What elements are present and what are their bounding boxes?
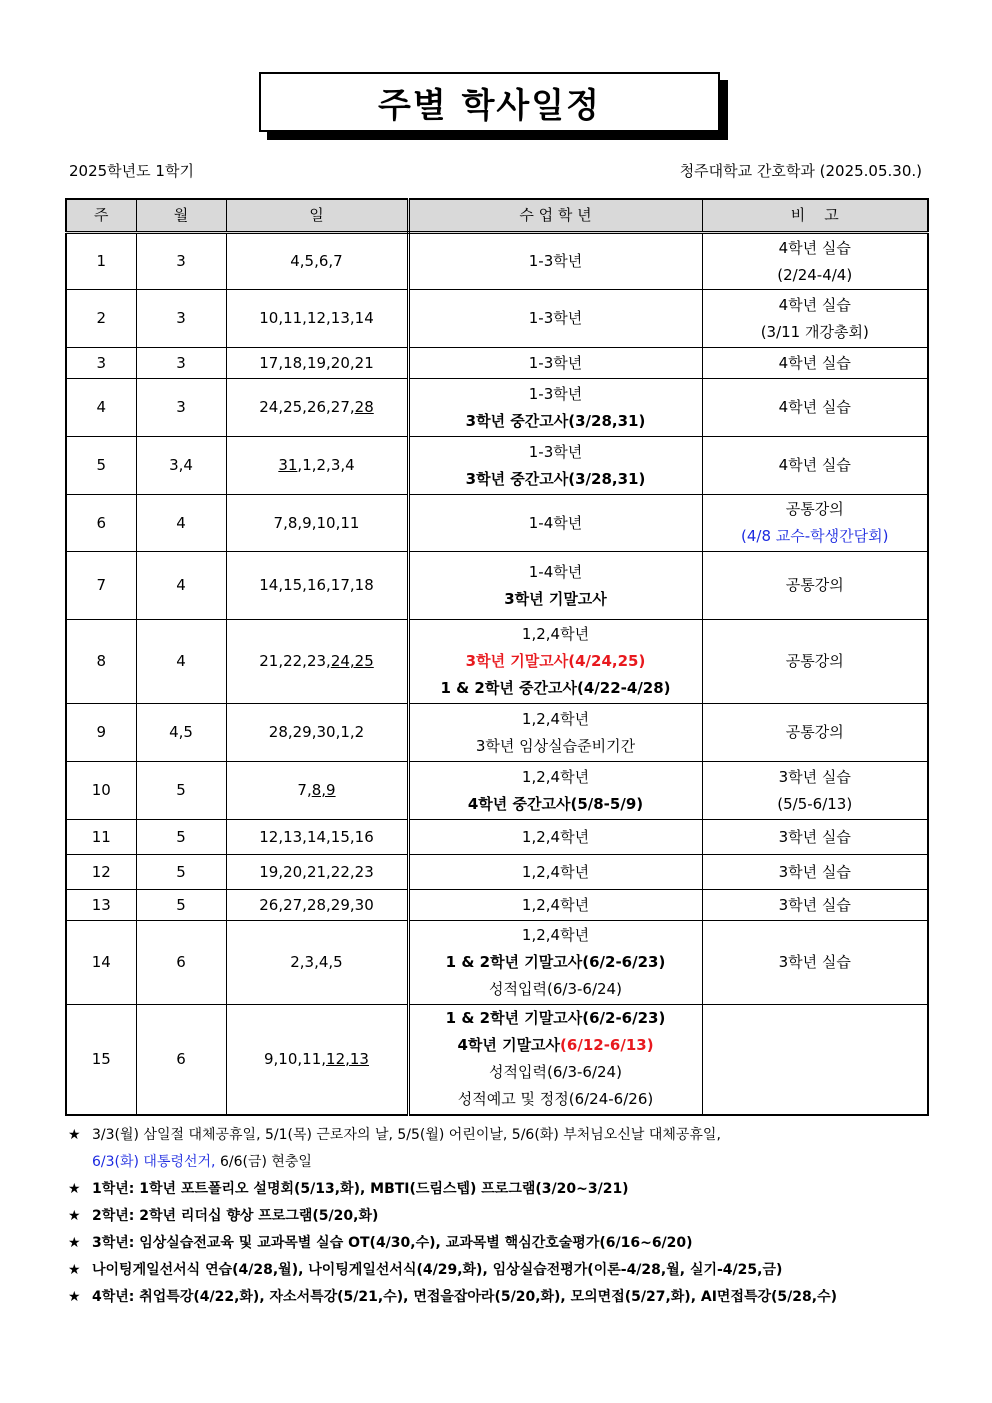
table-row	[66, 233, 928, 290]
days-cell	[226, 820, 408, 855]
classes-cell	[408, 437, 702, 495]
days-cell	[226, 855, 408, 890]
star-icon: ★	[68, 1208, 81, 1224]
note-line: 4학년 실습	[778, 353, 851, 372]
class-line: 1,2,4학년	[521, 709, 590, 728]
days-cell	[226, 233, 408, 290]
days-cell	[226, 290, 408, 348]
class-line: 1,2,4학년	[521, 767, 590, 786]
classes-cell	[408, 233, 702, 290]
week-cell: 7	[66, 552, 136, 620]
table-row	[66, 1005, 928, 1115]
table-row	[66, 820, 928, 855]
day-text: 24,25,26,27,	[259, 398, 355, 416]
note-line: 4학년 실습	[778, 398, 851, 416]
table-row	[66, 348, 928, 379]
class-line: 성적입력(6/3-6/24)	[489, 1063, 622, 1082]
month-cell: 4	[136, 620, 226, 704]
class-line: 1 & 2학년 중간고사(4/22-4/28)	[440, 679, 671, 697]
week-cell: 1	[66, 233, 136, 290]
class-line-tail: (6/12-6/13)	[560, 1036, 654, 1055]
day-text: 10,11,12,13,14	[259, 309, 374, 327]
class-line: 1-3학년	[528, 353, 583, 372]
class-line: 1,2,4학년	[521, 625, 590, 643]
star-icon: ★	[68, 1235, 81, 1251]
notes-cell	[702, 820, 928, 855]
department-label: 청주대학교 간호학과 (2025.05.30.)	[679, 162, 922, 180]
week-cell: 9	[66, 704, 136, 762]
semester-label: 2025학년도 1학기	[69, 162, 194, 180]
day-text: 26,27,28,29,30	[259, 895, 374, 914]
week-cell: 6	[66, 495, 136, 552]
notes-cell	[702, 290, 928, 348]
days-cell	[226, 348, 408, 379]
grade4-text: 4학년: 취업특강(4/22,화), 자소서특강(5/21,수), 면접을잡아라(5/20,화), 모의면접(5/27,화), AI면접특강(5/28,수)	[92, 1289, 838, 1305]
notes-cell	[702, 762, 928, 820]
days-cell	[226, 890, 408, 921]
days-cell	[226, 762, 408, 820]
header-notes: 비 고	[702, 199, 928, 233]
days-cell	[226, 921, 408, 1005]
holidays-line-1: 3/3(월) 삼일절 대체공휴일, 5/1(목) 근로자의 날, 5/5(월) 어린이날, 5/6(화) 부처님오신날 대체공휴일,	[92, 1127, 721, 1143]
classes-cell	[408, 921, 702, 1005]
day-text: 28	[354, 398, 374, 416]
class-line: 3학년 기말고사(4/24,25)	[465, 652, 646, 670]
week-cell: 4	[66, 379, 136, 437]
class-line: 3학년 중간고사(3/28,31)	[465, 411, 646, 430]
class-line: 4학년 기말고사(6/12-6/13)	[457, 1036, 654, 1055]
notes-cell	[702, 704, 928, 762]
election-day: 6/3(화) 대통령선거,	[92, 1154, 216, 1170]
week-cell: 14	[66, 921, 136, 1005]
month-cell: 3	[136, 290, 226, 348]
star-icon: ★	[68, 1181, 81, 1197]
day-text: 2,3,4,5	[290, 953, 343, 971]
month-cell: 3	[136, 233, 226, 290]
notes-cell	[702, 855, 928, 890]
notes-cell	[702, 379, 928, 437]
class-line: 1-3학년	[528, 252, 583, 270]
week-cell: 15	[66, 1005, 136, 1115]
note-line: 3학년 실습	[778, 862, 851, 881]
class-line: 3학년 중간고사(3/28,31)	[465, 469, 646, 488]
class-line: 1,2,4학년	[521, 827, 590, 846]
month-cell: 3	[136, 348, 226, 379]
classes-cell	[408, 820, 702, 855]
footnotes	[68, 1122, 938, 1311]
schedule-table	[65, 198, 929, 1116]
month-cell: 6	[136, 921, 226, 1005]
week-cell: 12	[66, 855, 136, 890]
classes-cell	[408, 552, 702, 620]
note-line: 공통강의	[785, 576, 844, 594]
days-cell	[226, 704, 408, 762]
classes-cell	[408, 1005, 702, 1115]
grade1-text: 1학년: 1학년 포트폴리오 설명회(5/13,화), MBTI(드림스텝) 프로그램(3/20~3/21)	[92, 1181, 629, 1197]
classes-cell	[408, 620, 702, 704]
week-cell: 8	[66, 620, 136, 704]
class-line: 3학년 임상실습준비기간	[475, 736, 636, 755]
week-cell: 10	[66, 762, 136, 820]
day-text: 24,25	[330, 652, 374, 670]
class-line: 1,2,4학년	[521, 926, 590, 944]
classes-cell	[408, 379, 702, 437]
day-text: 7,8,9,10,11	[273, 513, 360, 532]
star-icon: ★	[68, 1289, 81, 1305]
star-icon: ★	[68, 1127, 81, 1143]
note-line: (3/11 개강총회)	[760, 322, 869, 341]
table-row	[66, 620, 928, 704]
note-line: 공통강의	[785, 723, 844, 741]
days-cell	[226, 620, 408, 704]
class-line: 1-3학년	[528, 442, 583, 461]
table-row	[66, 379, 928, 437]
notes-cell	[702, 348, 928, 379]
table-row	[66, 552, 928, 620]
footnote-holidays	[68, 1122, 938, 1176]
classes-cell	[408, 890, 702, 921]
title-box	[259, 72, 720, 132]
month-cell: 4	[136, 552, 226, 620]
classes-cell	[408, 855, 702, 890]
header-row	[66, 199, 928, 233]
day-text: 9,10,11,	[264, 1049, 327, 1068]
table-row	[66, 855, 928, 890]
table-row	[66, 437, 928, 495]
notes-cell	[702, 890, 928, 921]
classes-cell	[408, 495, 702, 552]
month-cell: 3,4	[136, 437, 226, 495]
table-row	[66, 290, 928, 348]
note-line: 3학년 실습	[778, 767, 851, 786]
notes-cell	[702, 437, 928, 495]
days-cell	[226, 437, 408, 495]
notes-cell	[702, 921, 928, 1005]
days-cell	[226, 552, 408, 620]
star-icon: ★	[68, 1262, 81, 1278]
note-line: (2/24-4/4)	[777, 265, 853, 284]
day-text: 31	[278, 456, 298, 474]
table-row	[66, 762, 928, 820]
footnote-grade3b	[68, 1257, 938, 1284]
page-title: 주별 학사일정	[378, 85, 601, 126]
note-line: 3학년 실습	[778, 953, 851, 971]
class-line: 1 & 2학년 기말고사(6/2-6/23)	[445, 953, 666, 971]
week-cell: 5	[66, 437, 136, 495]
notes-cell	[702, 1005, 928, 1115]
day-text: 19,20,21,22,23	[259, 862, 374, 881]
note-line: 3학년 실습	[778, 895, 851, 914]
table-row	[66, 704, 928, 762]
memorial-day: 6/6(금) 현충일	[215, 1154, 312, 1170]
table-row	[66, 921, 928, 1005]
days-cell	[226, 1005, 408, 1115]
day-text: 17,18,19,20,21	[259, 353, 374, 372]
day-text: 28,29,30,1,2	[268, 723, 365, 741]
notes-cell	[702, 552, 928, 620]
week-cell: 2	[66, 290, 136, 348]
month-cell: 5	[136, 890, 226, 921]
footnote-grade1	[68, 1176, 938, 1203]
class-line: 성적예고 및 정정(6/24-6/26)	[457, 1090, 654, 1109]
table-row	[66, 495, 928, 552]
class-line: 1,2,4학년	[521, 895, 590, 914]
table-row	[66, 890, 928, 921]
grade2-text: 2학년: 2학년 리더십 향상 프로그램(5/20,화)	[92, 1208, 379, 1224]
day-text: 12,13,14,15,16	[259, 827, 374, 846]
note-line: (4/8 교수-학생간담회)	[741, 527, 889, 545]
day-text: ,1,2,3,4	[297, 456, 355, 474]
day-text: 4,5,6,7	[290, 252, 343, 270]
classes-cell	[408, 348, 702, 379]
class-line: 1,2,4학년	[521, 862, 590, 881]
footnote-grade4	[68, 1284, 938, 1311]
month-cell: 5	[136, 820, 226, 855]
month-cell: 5	[136, 762, 226, 820]
month-cell: 4,5	[136, 704, 226, 762]
note-line: 공통강의	[785, 500, 844, 518]
classes-cell	[408, 704, 702, 762]
note-line: 4학년 실습	[778, 456, 851, 474]
header-month: 월	[136, 199, 226, 233]
note-line: 4학년 실습	[778, 238, 851, 257]
note-line: 4학년 실습	[778, 295, 851, 314]
class-line: 성적입력(6/3-6/24)	[489, 980, 622, 998]
footnote-grade3	[68, 1230, 938, 1257]
class-line: 1-4학년	[528, 513, 583, 532]
day-text: 21,22,23,	[259, 652, 331, 670]
notes-cell	[702, 495, 928, 552]
day-text: 8,9	[311, 781, 336, 799]
header-classes: 수 업 학 년	[408, 199, 702, 233]
week-cell: 3	[66, 348, 136, 379]
class-line: 1 & 2학년 기말고사(6/2-6/23)	[445, 1009, 666, 1028]
note-line: (5/5-6/13)	[777, 794, 853, 813]
header-week: 주	[66, 199, 136, 233]
day-text: 7,	[297, 781, 312, 799]
month-cell: 5	[136, 855, 226, 890]
notes-cell	[702, 620, 928, 704]
class-line: 1-4학년	[528, 562, 583, 581]
week-cell: 11	[66, 820, 136, 855]
classes-cell	[408, 290, 702, 348]
note-line: 3학년 실습	[778, 827, 851, 846]
days-cell	[226, 495, 408, 552]
month-cell: 3	[136, 379, 226, 437]
grade3-text: 3학년: 임상실습전교육 및 교과목별 실습 OT(4/30,수), 교과목별 핵심간호술평가(6/16~6/20)	[92, 1235, 693, 1251]
month-cell: 4	[136, 495, 226, 552]
class-line: 3학년 기말고사	[504, 589, 607, 608]
days-cell	[226, 379, 408, 437]
header-day: 일	[226, 199, 408, 233]
title-frame	[259, 72, 720, 132]
class-line: 4학년 중간고사(5/8-5/9)	[467, 794, 644, 813]
note-line: 공통강의	[785, 652, 844, 670]
week-cell: 13	[66, 890, 136, 921]
class-line: 1-3학년	[528, 309, 583, 327]
class-line: 1-3학년	[528, 384, 583, 403]
day-text: 12,13	[326, 1049, 369, 1068]
notes-cell	[702, 233, 928, 290]
footnote-grade2	[68, 1203, 938, 1230]
month-cell: 6	[136, 1005, 226, 1115]
grade3b-text: 나이팅게일선서식 연습(4/28,월), 나이팅게일선서식(4/29,화), 임상실습전평가(이론-4/28,월, 실기-4/25,금)	[92, 1262, 783, 1278]
day-text: 14,15,16,17,18	[259, 576, 374, 594]
classes-cell	[408, 762, 702, 820]
